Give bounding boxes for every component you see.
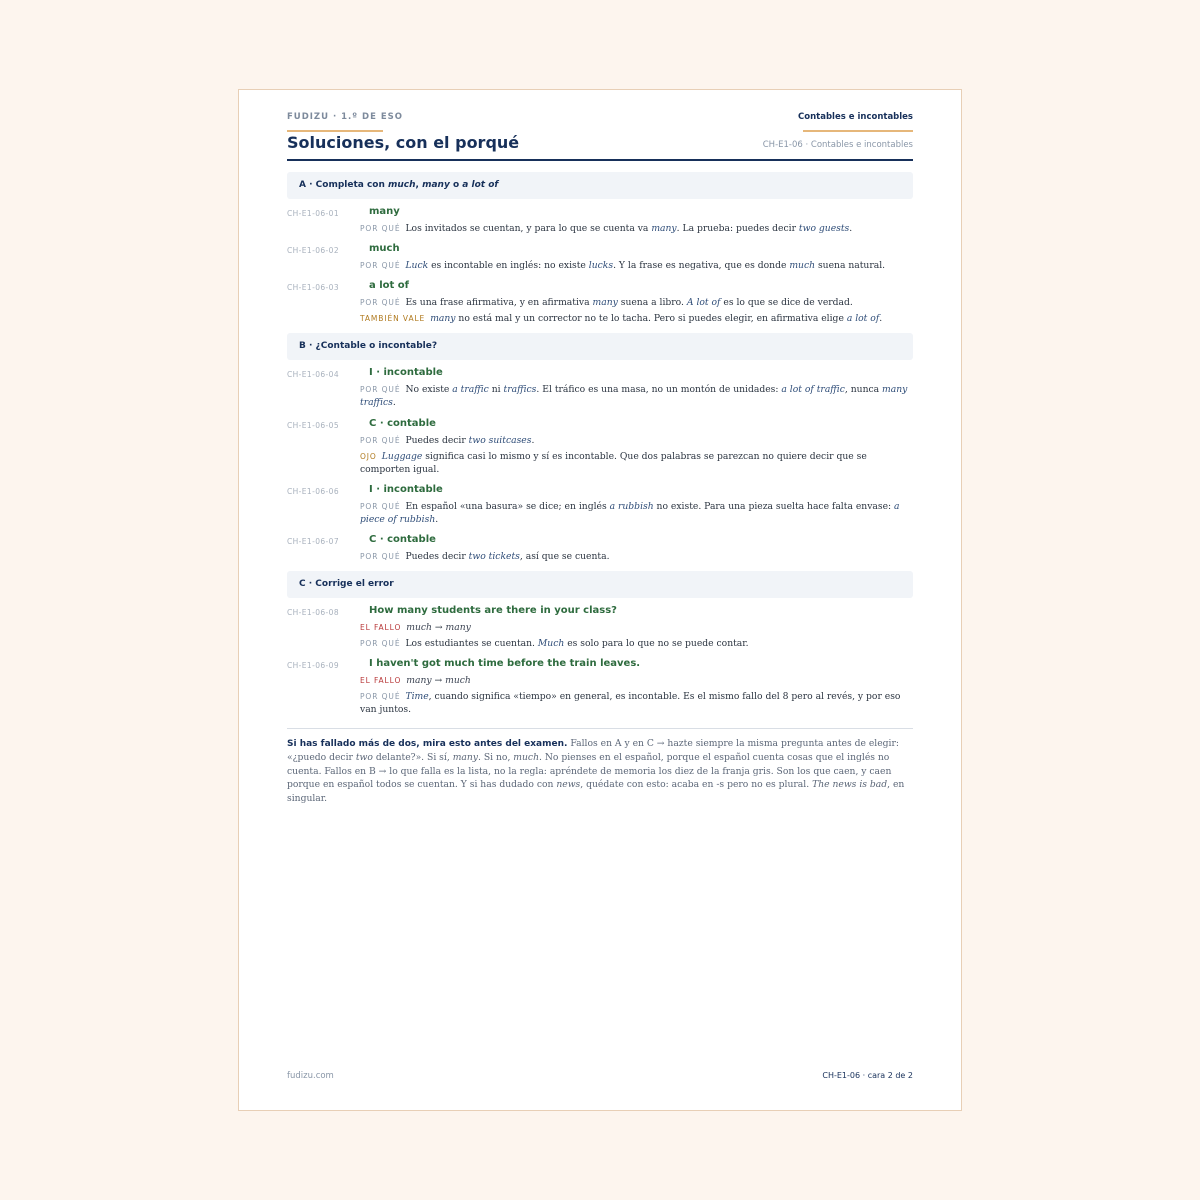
english-term: a lot of — [846, 313, 880, 324]
english-term: a piece of rubbish — [360, 501, 900, 526]
footer-page-number: CH-E1-06 · cara 2 de 2 — [822, 1071, 913, 1080]
exercise-code: CH-E1-06-06 — [287, 487, 339, 496]
section-a-word: many — [422, 180, 450, 190]
note-text: , nunca — [844, 384, 883, 395]
exercise-answer: How many students are there in your class? — [369, 605, 617, 616]
english-term: a rubbish — [609, 501, 654, 512]
english-term: many — [406, 675, 432, 686]
ojo-tag: OJO — [360, 452, 377, 461]
section-c-header: C · Corrige el error — [287, 571, 913, 598]
english-term: many — [592, 297, 618, 308]
exercise-code: CH-E1-06-02 — [287, 246, 339, 255]
tambien-vale-tag: TAMBIÉN VALE — [360, 314, 426, 323]
explanation — [360, 296, 913, 309]
note-text: . No pienses en el español, porque el español cuenta cosas que el inglés no cuenta. Fallos en B → lo que falla es la lista, no la regla: apréndete de memoria los diez de la franja gris. Son los que caen, y caen porque en español todos se cuentan. Y si has dudado con — [287, 752, 892, 791]
note-text: no está mal y un corrector no te lo tacha. Pero si puedes elegir, en afirmativa elige — [455, 313, 847, 324]
note-text: En español «una basura» se dice; en inglés — [405, 501, 610, 512]
footnote-divider — [287, 728, 913, 729]
exercise-code: CH-E1-06-03 — [287, 283, 339, 292]
section-a-word: a lot of — [462, 180, 499, 190]
por-que-tag: POR QUÉ — [360, 385, 401, 394]
note-text: . Y la frase es negativa, que es donde — [613, 260, 790, 271]
english-term: much — [445, 675, 471, 686]
section-a-sep: o — [449, 180, 463, 190]
note-text: Puedes decir — [405, 435, 469, 446]
header-divider — [287, 159, 913, 161]
explanation — [360, 500, 913, 527]
arrow-icon: → — [431, 622, 446, 633]
note-text: delante?». Si sí, — [372, 752, 453, 764]
exercise-answer: much — [369, 243, 400, 254]
topic-label: Contables e incontables — [798, 112, 913, 122]
english-term: many — [651, 223, 677, 234]
error-note — [360, 621, 913, 634]
page-title: Soluciones, con el porqué — [287, 133, 520, 152]
sheet-code: CH-E1-06 · Contables e incontables — [762, 140, 913, 150]
por-que-tag: POR QUÉ — [360, 261, 401, 270]
english-term: Luggage — [381, 451, 423, 462]
note-text: ni — [488, 384, 504, 395]
english-term: two suitcases — [468, 435, 532, 446]
por-que-tag: POR QUÉ — [360, 552, 401, 561]
note-text: , quédate con esto: acaba en -s pero no es plural. — [580, 779, 813, 791]
note-text: Puedes decir — [405, 551, 469, 562]
section-a-header — [287, 172, 913, 199]
note-text: Fallos en A y en C → hazte siempre la misma pregunta antes de elegir: «¿puedo decir — [287, 738, 899, 764]
section-a-sep: , — [415, 180, 423, 190]
note-text: suena a libro. — [617, 297, 687, 308]
english-term: A lot of — [686, 297, 721, 308]
explanation — [360, 259, 913, 272]
explanation — [360, 383, 913, 410]
exercise-answer: I · incontable — [369, 367, 443, 378]
english-term: many — [445, 622, 471, 633]
english-term: many — [430, 313, 456, 324]
also-valid-note — [360, 312, 913, 325]
english-term: two guests — [798, 223, 850, 234]
topic-underline — [803, 130, 913, 132]
explanation — [360, 550, 913, 563]
english-term: The news is bad — [812, 779, 888, 791]
explanation — [360, 434, 913, 447]
english-term: a traffic — [452, 384, 489, 395]
note-text: Los invitados se cuentan, y para lo que se cuenta va — [405, 223, 652, 234]
footer-site: fudizu.com — [287, 1071, 334, 1081]
exercise-code: CH-E1-06-01 — [287, 209, 339, 218]
note-text: . La prueba: puedes decir — [676, 223, 799, 234]
english-term: much — [789, 260, 816, 271]
exercise-answer: C · contable — [369, 534, 436, 545]
arrow-icon: → — [431, 675, 446, 686]
english-term: Time — [405, 691, 429, 702]
english-term: two — [355, 752, 373, 764]
note-text: es incontable en inglés: no existe — [428, 260, 589, 271]
note-text: suena natural. — [815, 260, 886, 271]
note-text: no existe. Para una pieza suelta hace falta envase: — [653, 501, 895, 512]
note-text: . Si no, — [478, 752, 514, 764]
note-text: . — [392, 397, 396, 409]
explanation — [360, 637, 913, 650]
por-que-tag: POR QUÉ — [360, 224, 401, 233]
exercise-answer: I haven't got much time before the train leaves. — [369, 658, 641, 669]
brand-label: FUDIZU · 1.º DE ESO — [287, 112, 404, 122]
english-term: many — [452, 752, 478, 764]
english-term: Much — [537, 638, 565, 649]
exercise-code: CH-E1-06-04 — [287, 370, 339, 379]
explanation — [360, 690, 913, 717]
section-b-header: B · ¿Contable o incontable? — [287, 333, 913, 360]
note-text: . — [849, 223, 853, 234]
exercise-code: CH-E1-06-08 — [287, 608, 339, 617]
el-fallo-tag: EL FALLO — [360, 623, 402, 632]
english-term: much — [406, 622, 432, 633]
note-text: es solo para lo que no se puede contar. — [564, 638, 749, 649]
note-text: Es una frase afirmativa, y en afirmativa — [405, 297, 593, 308]
note-text: , así que se cuenta. — [519, 551, 610, 562]
english-term: Luck — [405, 260, 429, 271]
advice-lead: Si has fallado más de dos, mira esto antes del examen. — [287, 739, 568, 749]
el-fallo-tag: EL FALLO — [360, 676, 402, 685]
english-term: lucks — [588, 260, 614, 271]
note-text: Los estudiantes se cuentan. — [405, 638, 538, 649]
ojo-note — [360, 450, 913, 477]
por-que-tag: POR QUÉ — [360, 502, 401, 511]
exercise-answer: a lot of — [369, 280, 410, 291]
english-term: many traffics — [360, 384, 908, 409]
exercise-answer: C · contable — [369, 418, 436, 429]
english-term: news — [556, 779, 581, 791]
note-text: . — [435, 514, 439, 526]
por-que-tag: POR QUÉ — [360, 692, 401, 701]
exercise-code: CH-E1-06-05 — [287, 421, 339, 430]
exercise-code: CH-E1-06-07 — [287, 537, 339, 546]
por-que-tag: POR QUÉ — [360, 436, 401, 445]
note-text: significa casi lo mismo y sí es incontable. Que dos palabras se parezcan no quiere decir que se comporten igual. — [360, 451, 867, 476]
section-a-title: A · Completa con — [299, 180, 389, 190]
explanation — [360, 222, 913, 235]
english-term: traffics — [503, 384, 537, 395]
note-text: No existe — [405, 384, 453, 395]
por-que-tag: POR QUÉ — [360, 639, 401, 648]
exercise-code: CH-E1-06-09 — [287, 661, 339, 670]
exercise-answer: many — [369, 206, 400, 217]
note-text: , cuando significa «tiempo» en general, es incontable. Es el mismo fallo del 8 pero al revés, y por eso van juntos. — [360, 691, 901, 716]
exam-advice — [287, 737, 913, 805]
note-text: . — [879, 313, 883, 324]
section-a-word: much — [388, 180, 416, 190]
por-que-tag: POR QUÉ — [360, 298, 401, 307]
note-text: , en singular. — [287, 779, 905, 804]
worksheet-page — [238, 89, 962, 1111]
note-text: . — [531, 435, 535, 446]
english-term: two tickets — [468, 551, 520, 562]
exercise-answer: I · incontable — [369, 484, 443, 495]
brand-underline — [287, 130, 383, 132]
english-term: much — [513, 752, 539, 764]
english-term: a lot of traffic — [781, 384, 845, 395]
error-note — [360, 674, 913, 687]
note-text: es lo que se dice de verdad. — [720, 297, 853, 308]
note-text: . El tráfico es una masa, no un montón de unidades: — [536, 384, 782, 395]
